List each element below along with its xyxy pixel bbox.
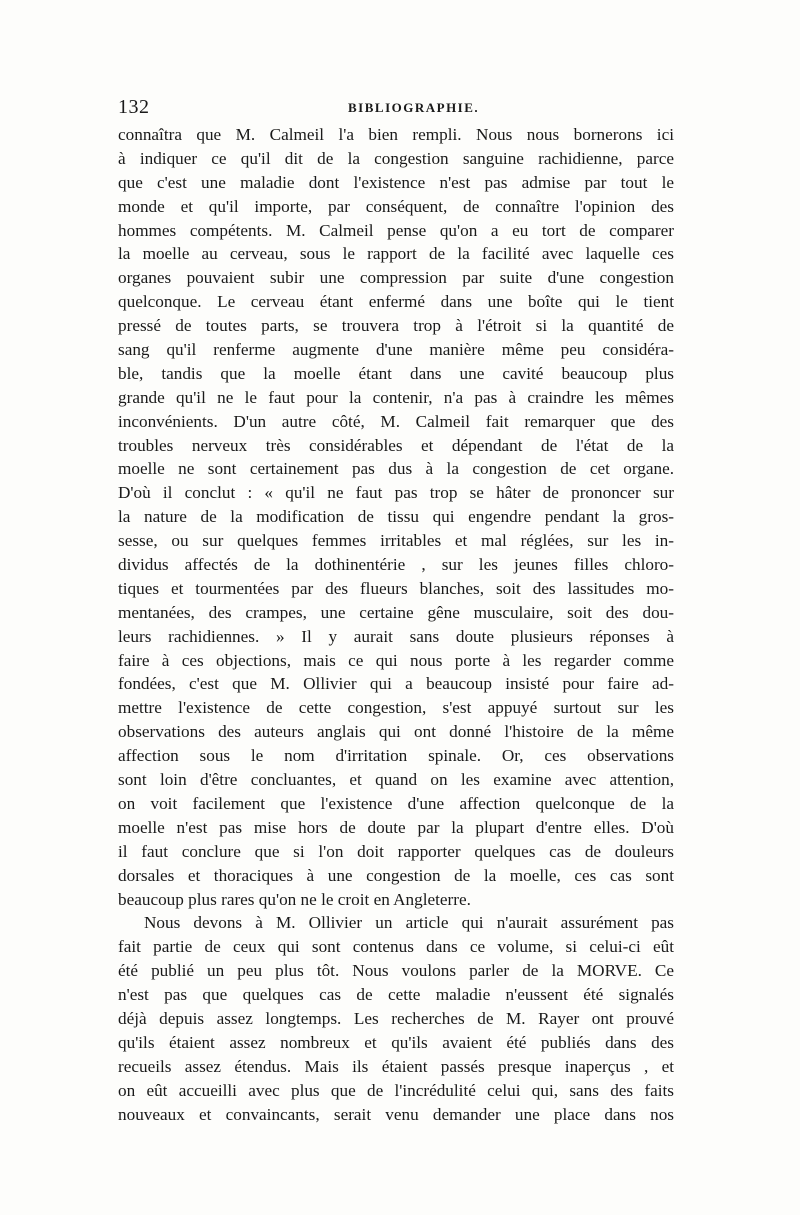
- text-line: fondées, c'est que M. Ollivier qui a beaucoup insisté pour faire ad-: [118, 674, 674, 694]
- paragraph-first-line: Nous devons à M. Ollivier un article qui n'aurait assurément pas: [144, 913, 674, 933]
- text-line: monde et qu'il importe, par conséquent, de connaître l'opinion des: [118, 196, 674, 216]
- text-line: on voit facilement que l'existence d'une affection quelconque de la: [118, 793, 674, 813]
- text-line: dividus affectés de la dothinentérie , sur les jeunes filles chloro-: [118, 555, 674, 575]
- text-line: qu'ils étaient assez nombreux et qu'ils avaient été publiés dans des: [118, 1032, 674, 1052]
- text-line: connaîtra que M. Calmeil l'a bien rempli. Nous nous bornerons ici: [118, 125, 674, 144]
- text-line: nouveaux et convaincants, serait venu demander une place dans nos: [118, 1104, 674, 1124]
- text-line: sesse, ou sur quelques femmes irritables et mal réglées, sur les in-: [118, 531, 674, 551]
- text-line: ble, tandis que la moelle étant dans une cavité beaucoup plus: [118, 363, 674, 383]
- text-line: que c'est une maladie dont l'existence n'est pas admise par tout le: [118, 172, 674, 192]
- text-line: leurs rachidiennes. » Il y aurait sans doute plusieurs réponses à: [118, 626, 674, 646]
- body-text: [118, 123, 674, 1126]
- text-line: déjà depuis assez longtemps. Les recherches de M. Rayer ont prouvé: [118, 1008, 674, 1028]
- text-line: été publié un peu plus tôt. Nous voulons parler de la MORVE. Ce: [118, 961, 674, 981]
- text-line: observations des auteurs anglais qui ont donné l'histoire de la même: [118, 722, 674, 742]
- text-line: tiques et tourmentées par des flueurs blanches, soit des lassitudes mo-: [118, 578, 674, 598]
- text-line: fait partie de ceux qui sont contenus dans ce volume, si celui-ci eût: [118, 937, 674, 957]
- text-line: hommes compétents. M. Calmeil pense qu'on a eu tort de comparer: [118, 220, 674, 240]
- text-line: faire à ces objections, mais ce qui nous porte à les regarder comme: [118, 650, 674, 670]
- text-line: on eût accueilli avec plus que de l'incrédulité celui qui, sans des faits: [118, 1080, 674, 1100]
- text-line: D'où il conclut : « qu'il ne faut pas trop se hâter de prononcer sur: [118, 483, 674, 503]
- text-line: recueils assez étendus. Mais ils étaient passés presque inaperçus , et: [118, 1056, 674, 1076]
- text-line: mentanées, des crampes, une certaine gêne musculaire, soit des dou-: [118, 602, 674, 622]
- text-line: troubles nerveux très considérables et dépendant de l'état de la: [118, 435, 674, 455]
- text-line: dorsales et thoraciques à une congestion de la moelle, ces cas sont: [118, 865, 674, 885]
- text-line: moelle n'est pas mise hors de doute par la plupart d'entre elles. D'où: [118, 817, 674, 837]
- page-number: 132: [118, 96, 150, 118]
- text-line: grande qu'il ne le faut pour la contenir, n'a pas à craindre les mêmes: [118, 387, 674, 407]
- text-line: sang qu'il renferme augmente d'une manière même peu considéra-: [118, 340, 674, 360]
- text-line: il faut conclure que si l'on doit rapporter quelques cas de douleurs: [118, 841, 674, 861]
- text-line: à indiquer ce qu'il dit de la congestion sanguine rachidienne, parce: [118, 148, 674, 168]
- running-title: BIBLIOGRAPHIE.: [348, 100, 480, 115]
- running-head: [118, 96, 678, 124]
- text-line: beaucoup plus rares qu'on ne le croit en Angleterre.: [118, 889, 471, 909]
- text-line: mettre l'existence de cette congestion, s'est appuyé surtout sur les: [118, 698, 674, 718]
- text-line: la nature de la modification de tissu qui engendre pendant la gros-: [118, 507, 674, 527]
- text-line: organes pouvaient subir une compression par suite d'une congestion: [118, 268, 674, 288]
- text-line: sont loin d'être concluantes, et quand on les examine avec attention,: [118, 770, 674, 790]
- text-line: inconvénients. D'un autre côté, M. Calmeil fait remarquer que des: [118, 411, 674, 431]
- text-line: affection sous le nom d'irritation spinale. Or, ces observations: [118, 746, 674, 766]
- text-line: moelle ne sont certainement pas dus à la congestion de cet organe.: [118, 459, 674, 479]
- text-line: n'est pas que quelques cas de cette maladie n'eussent été signalés: [118, 985, 674, 1005]
- text-line: quelconque. Le cerveau étant enfermé dans une boîte qui le tient: [118, 292, 674, 312]
- text-line: pressé de toutes parts, se trouvera trop à l'étroit si la quantité de: [118, 316, 674, 336]
- text-line: la moelle au cerveau, sous le rapport de la facilité avec laquelle ces: [118, 244, 674, 264]
